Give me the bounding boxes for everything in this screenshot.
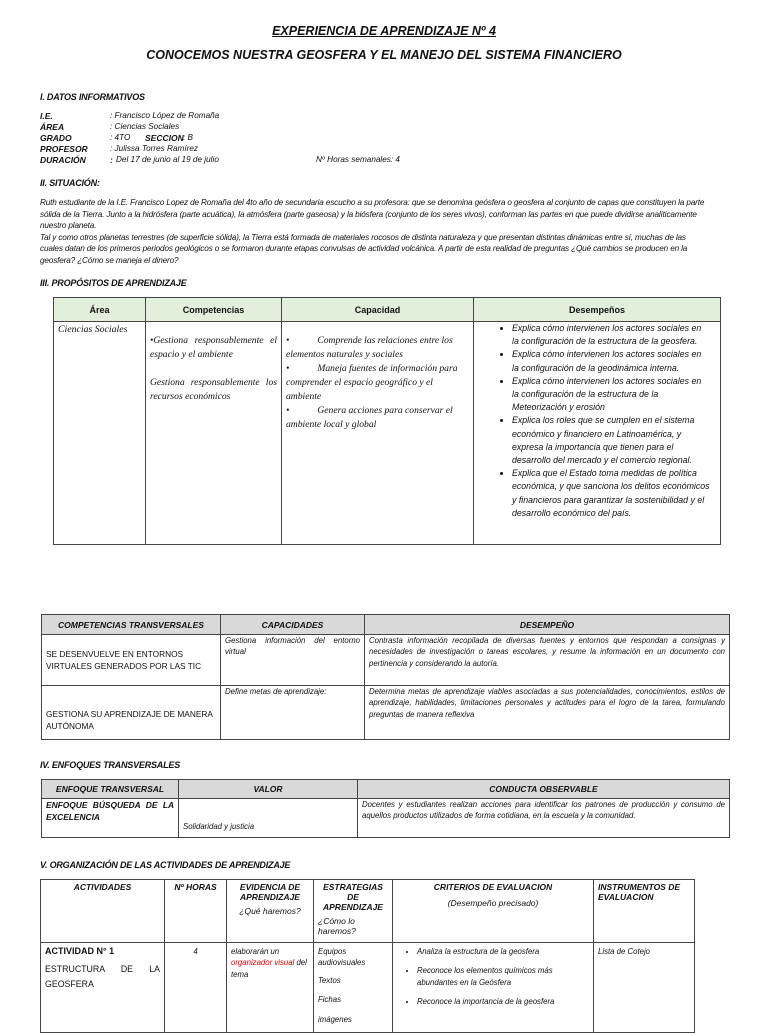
desempeno-item: • Explica cómo intervienen los actores sociales en la configuración de la estructura de la Meteorización y erosión <box>512 375 710 415</box>
capacidad-item <box>286 362 469 404</box>
section-2-heading: II. SITUACIÓN: <box>40 178 100 188</box>
cell-area: Ciencias Sociales <box>54 322 146 545</box>
competencia-item: •Gestiona responsablemente el espacio y el ambiente <box>150 335 277 360</box>
info-value-profesor: : Julissa Torres Ramírez <box>110 144 198 153</box>
bullet-icon: • <box>286 335 290 346</box>
cell-actividad <box>41 943 165 1033</box>
header-estrategias <box>314 880 393 943</box>
estrategias-subtitle: ¿Cómo lo haremos? <box>318 916 356 936</box>
header-evidencia <box>227 880 314 943</box>
situation-text <box>40 197 740 267</box>
cell-desempeno: Contrasta información recopilada de diversas fuentes y entornos que respondan a consignas y necesidades de investigación o tareas escolares, y resume la información en un documento con pertinencia y considerando la autoría. <box>365 635 730 686</box>
info-label-grado: GRADO <box>40 133 72 143</box>
cell-estrategias <box>314 943 393 1033</box>
estrategias-title: ESTRATEGIAS DE APRENDIZAJE <box>323 882 383 912</box>
estrategia-item: Textos <box>318 975 341 985</box>
cell-capacidad: Define metas de aprendizaje: <box>221 686 365 740</box>
desempeno-item: • Explica cómo intervienen los actores sociales en la configuración de la geodinámica interna. <box>512 348 710 374</box>
capacidad-text: Comprende las relaciones entre los elementos naturales y sociales <box>286 335 453 360</box>
header-valor: VALOR <box>179 780 358 799</box>
header-actividades: ACTIVIDADES <box>41 880 165 943</box>
cell-competencia: GESTIONA SU APRENDIZAJE DE MANERA AUTÓNOMA <box>42 686 221 740</box>
header-desempenos: Desempeños <box>474 298 721 322</box>
capacidad-item <box>286 334 469 362</box>
desempeno-item: • Explica los roles que se cumplen en el sistema económico y financiero en Latinoamérica, y expresa la importancia que tienen para el desarrollo del mercado y el comercio regional. <box>512 414 710 467</box>
criterios-title: CRITERIOS DE EVALUACION <box>433 882 553 892</box>
header-competencias: Competencias <box>146 298 282 322</box>
situation-line: Tal y como otros planetas terrestres (de superficie sólida), la Tierra está formada de materiales rocosos de distinta naturaleza y que presentan distintas dinámicas entre sí, muchas de las <box>40 232 686 242</box>
cell-criterios <box>393 943 594 1033</box>
cell-horas: 4 <box>165 943 227 1033</box>
info-label-seccion: SECCION <box>145 133 184 143</box>
cell-capacidad: Gestiona información del entorno virtual <box>221 635 365 686</box>
section-5-heading: V. ORGANIZACIÓN DE LAS ACTIVIDADES DE APRENDIZAJE <box>40 860 291 870</box>
document-title: EXPERIENCIA DE APRENDIZAJE Nº 4 <box>272 24 496 38</box>
cell-enfoque: ENFOQUE BÚSQUEDA DE LA EXCELENCIA <box>42 799 179 838</box>
criterios-subtitle: (Desempeño precisado) <box>447 898 539 908</box>
capacidad-text: Genera acciones para conservar el ambiente local y global <box>286 405 453 430</box>
situation-line: geosfera? ¿Cómo se maneja el dinero? <box>40 255 179 265</box>
cell-valor: Solidaridad y justicia <box>179 799 358 838</box>
header-capacidades: CAPACIDADES <box>221 615 365 635</box>
header-criterios <box>393 880 594 943</box>
cell-instrumento: Lista de Cotejo <box>594 943 695 1033</box>
info-value-area: : Ciencias Sociales <box>110 122 180 131</box>
evidencia-subtitle: ¿Qué haremos? <box>239 906 301 916</box>
evidencia-title: EVIDENCIA DE APRENDIZAJE <box>239 882 301 902</box>
header-capacidad: Capacidad <box>282 298 474 322</box>
cell-conducta: Docentes y estudiantes realizan acciones para identificar los patrones de producción y consumo de aquellos productos utilizados de forma cotidiana, en la escuela y la comunidad. <box>358 799 730 838</box>
cell-evidencia <box>227 943 314 1033</box>
evidencia-text: elaborarán un <box>231 947 280 956</box>
bullet-icon: • <box>286 405 290 416</box>
header-instrumentos: INSTRUMENTOS DE EVALUACION <box>594 880 695 943</box>
info-label-profesor: PROFESOR <box>40 144 88 154</box>
evidencia-text: del tema <box>231 958 307 979</box>
header-conducta: CONDUCTA OBSERVABLE <box>358 780 730 799</box>
estrategia-item: Equipos audiovisuales <box>318 947 366 968</box>
document-subtitle: CONOCEMOS NUESTRA GEOSFERA Y EL MANEJO DEL SISTEMA FINANCIERO <box>146 48 622 62</box>
cell-desempeno: Determina metas de aprendizaje viables asociadas a sus potencialidades, conocimientos, estilos de aprendizaje, habilidades, limitaciones personales y actitudes para el logro de la tarea, formulando preguntas de manera reflexiva <box>365 686 730 740</box>
estrategia-item: Fichas <box>318 995 341 1005</box>
actividad-name: ESTRUCTURA DE LA GEOSFERA <box>45 964 160 989</box>
header-enfoque: ENFOQUE TRANSVERSAL <box>42 780 179 799</box>
info-value-grado: : 4TO <box>110 133 131 142</box>
cell-competencias <box>146 322 282 545</box>
header-horas: Nº HORAS <box>165 880 227 943</box>
estrategia-item: imágenes <box>318 1014 352 1024</box>
capacidad-item <box>286 404 469 432</box>
info-value-ie: : Francisco López de Romaña <box>110 111 220 120</box>
info-value-seccion: : B <box>183 133 194 142</box>
desempeno-item: • Explica que el Estado toma medidas de política económica, y que sanciona los delitos económicos y financieros para garantizar la sostenibilidad y el desarrollo económico del país. <box>512 467 710 520</box>
cell-competencia: SE DESENVUELVE EN ENTORNOS VIRTUALES GENERADOS POR LAS TIC <box>42 635 221 686</box>
header-competencias-transversales: COMPETENCIAS TRANSVERSALES <box>42 615 221 635</box>
evidencia-highlight: organizador visual <box>231 958 295 968</box>
criterio-item: • Reconoce la importancia de la geosfera <box>417 996 589 1007</box>
cell-desempenos <box>474 322 721 545</box>
info-value-duracion: Del 17 de junio al 19 de julio <box>116 155 219 164</box>
criterio-item: • Reconoce los elementos químicos más abundantes en la Geósfera <box>417 965 589 988</box>
info-label-ie: I.E. <box>40 111 53 121</box>
situation-line: sólida de la Tierra. Junto a la hidrósfera (parte acuática), la atmósfera (parte gaseosa) y la biósfera (conjunto de los seres vivos), conforman las partes en que puede dividirse analíticamente <box>40 209 697 219</box>
propositos-table <box>53 297 721 545</box>
desempeno-item: • Explica cómo intervienen los actores sociales en la configuración de la estructura de la geosfera. <box>512 322 710 348</box>
header-area: Área <box>54 298 146 322</box>
actividad-title: ACTIVIDAD N° 1 <box>45 946 115 956</box>
competencia-item: Gestiona responsablemente los recursos económicos <box>150 377 277 402</box>
situation-line: nuestro planeta. <box>40 221 97 231</box>
bullet-icon: • <box>286 363 290 374</box>
cell-capacidades <box>282 322 474 545</box>
section-4-heading: IV. ENFOQUES TRANSVERSALES <box>40 760 180 770</box>
info-label-area: ÁREA <box>40 122 65 132</box>
section-1-heading: I. DATOS INFORMATIVOS <box>40 92 145 102</box>
situation-line: cuales datan de los primeros periodos geológicos o se formaron durante etapas convulsas de actividad volcánica. A partir de esta realidad de preguntas ¿Qué cambios se producen en la <box>40 244 688 254</box>
situation-line: Ruth estudiante de la I.E. Francisco Lopez de Romaña del 4to año de secundaria escucho a su profesora: que se denomina geósfera o geosfera al conjunto de capas que constituyen la parte <box>40 198 705 207</box>
info-value-horas: Nº Horas semanales: 4 <box>316 155 400 164</box>
transversales-table <box>41 614 730 740</box>
criterio-item: • Analiza la estructura de la geosfera <box>417 946 589 957</box>
header-desempeno: DESEMPEÑO <box>365 615 730 635</box>
actividades-table <box>40 879 695 1033</box>
info-colon-duracion: : <box>110 155 113 165</box>
info-label-duracion: DURACIÓN <box>40 155 86 165</box>
capacidad-text: Maneja fuentes de información para comprender el espacio geográfico y el ambiente <box>286 363 458 402</box>
section-3-heading: III. PROPÓSITOS DE APRENDIZAJE <box>40 278 187 288</box>
enfoques-table <box>41 779 730 838</box>
